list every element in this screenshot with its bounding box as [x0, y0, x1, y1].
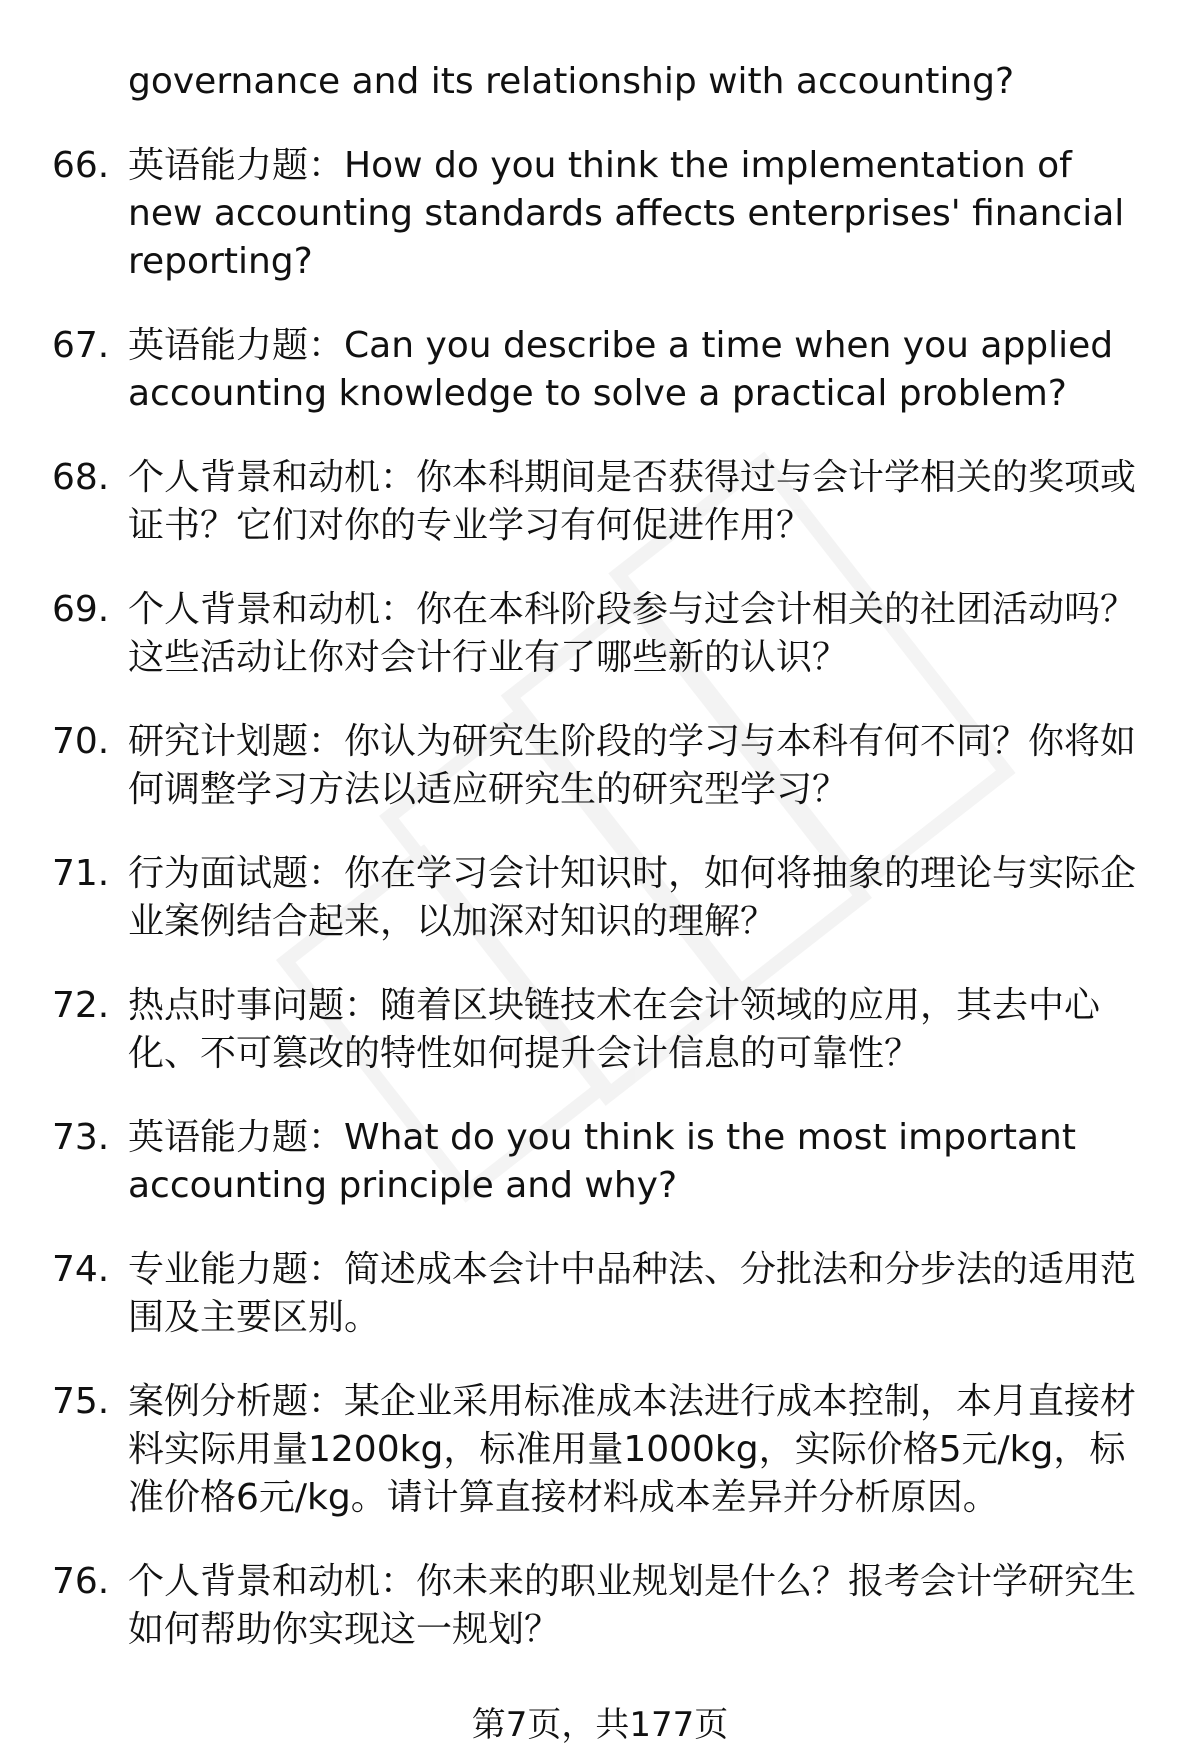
question-item [52, 322, 1152, 418]
question-item [52, 718, 1152, 814]
question-text: 个人背景和动机：你本科期间是否获得过与会计学相关的奖项或证书？它们对你的专业学习有何促进作用？ [128, 457, 1137, 546]
question-text: 热点时事问题：随着区块链技术在会计领域的应用，其去中心化、不可篡改的特性如何提升会计信息的可靠性？ [128, 985, 1101, 1074]
question-text: 行为面试题：你在学习会计知识时，如何将抽象的理论与实际企业案例结合起来，以加深对知识的理解？ [128, 853, 1137, 942]
question-number: 74. [52, 1249, 110, 1290]
question-item [52, 586, 1152, 682]
question-number: 69. [52, 589, 110, 630]
question-number: 71. [52, 853, 110, 894]
question-number: 70. [52, 721, 110, 762]
question-text: 英语能力题：What do you think is the most important accounting principle and why? [128, 1117, 1076, 1206]
question-item [52, 1114, 1152, 1210]
question-number: 67. [52, 325, 110, 366]
question-text: 英语能力题：How do you think the implementation of new accounting standards affects enterprises' financial reporting? [128, 145, 1125, 282]
question-number: 73. [52, 1117, 110, 1158]
question-item [52, 1378, 1152, 1522]
question-text: 英语能力题：Can you describe a time when you applied accounting knowledge to solve a practical problem? [128, 325, 1114, 414]
question-list [52, 58, 1152, 1690]
question-item [52, 1246, 1152, 1342]
question-text: 案例分析题：某企业采用标准成本法进行成本控制，本月直接材料实际用量1200kg，标准用量1000kg，实际价格5元/kg，标准价格6元/kg。请计算直接材料成本差异并分析原因。 [128, 1381, 1137, 1518]
question-item [52, 850, 1152, 946]
question-number: 72. [52, 985, 110, 1026]
question-text: 个人背景和动机：你未来的职业规划是什么？报考会计学研究生如何帮助你实现这一规划？ [128, 1561, 1137, 1650]
question-item [52, 982, 1152, 1078]
question-number: 66. [52, 145, 110, 186]
question-number: 76. [52, 1561, 110, 1602]
question-text: 研究计划题：你认为研究生阶段的学习与本科有何不同？你将如何调整学习方法以适应研究生的研究型学习？ [128, 721, 1137, 810]
question-number: 68. [52, 457, 110, 498]
question-item [52, 454, 1152, 550]
question-text: 个人背景和动机：你在本科阶段参与过会计相关的社团活动吗？这些活动让你对会计行业有了哪些新的认识？ [128, 589, 1137, 678]
question-item [52, 142, 1152, 286]
question-text: 专业能力题：简述成本会计中品种法、分批法和分步法的适用范围及主要区别。 [128, 1249, 1137, 1338]
question-item [52, 1558, 1152, 1654]
continued-question-text: governance and its relationship with accounting? [128, 61, 1015, 102]
question-number: 75. [52, 1381, 110, 1422]
page-number-footer: 第7页，共177页 [471, 1705, 729, 1745]
